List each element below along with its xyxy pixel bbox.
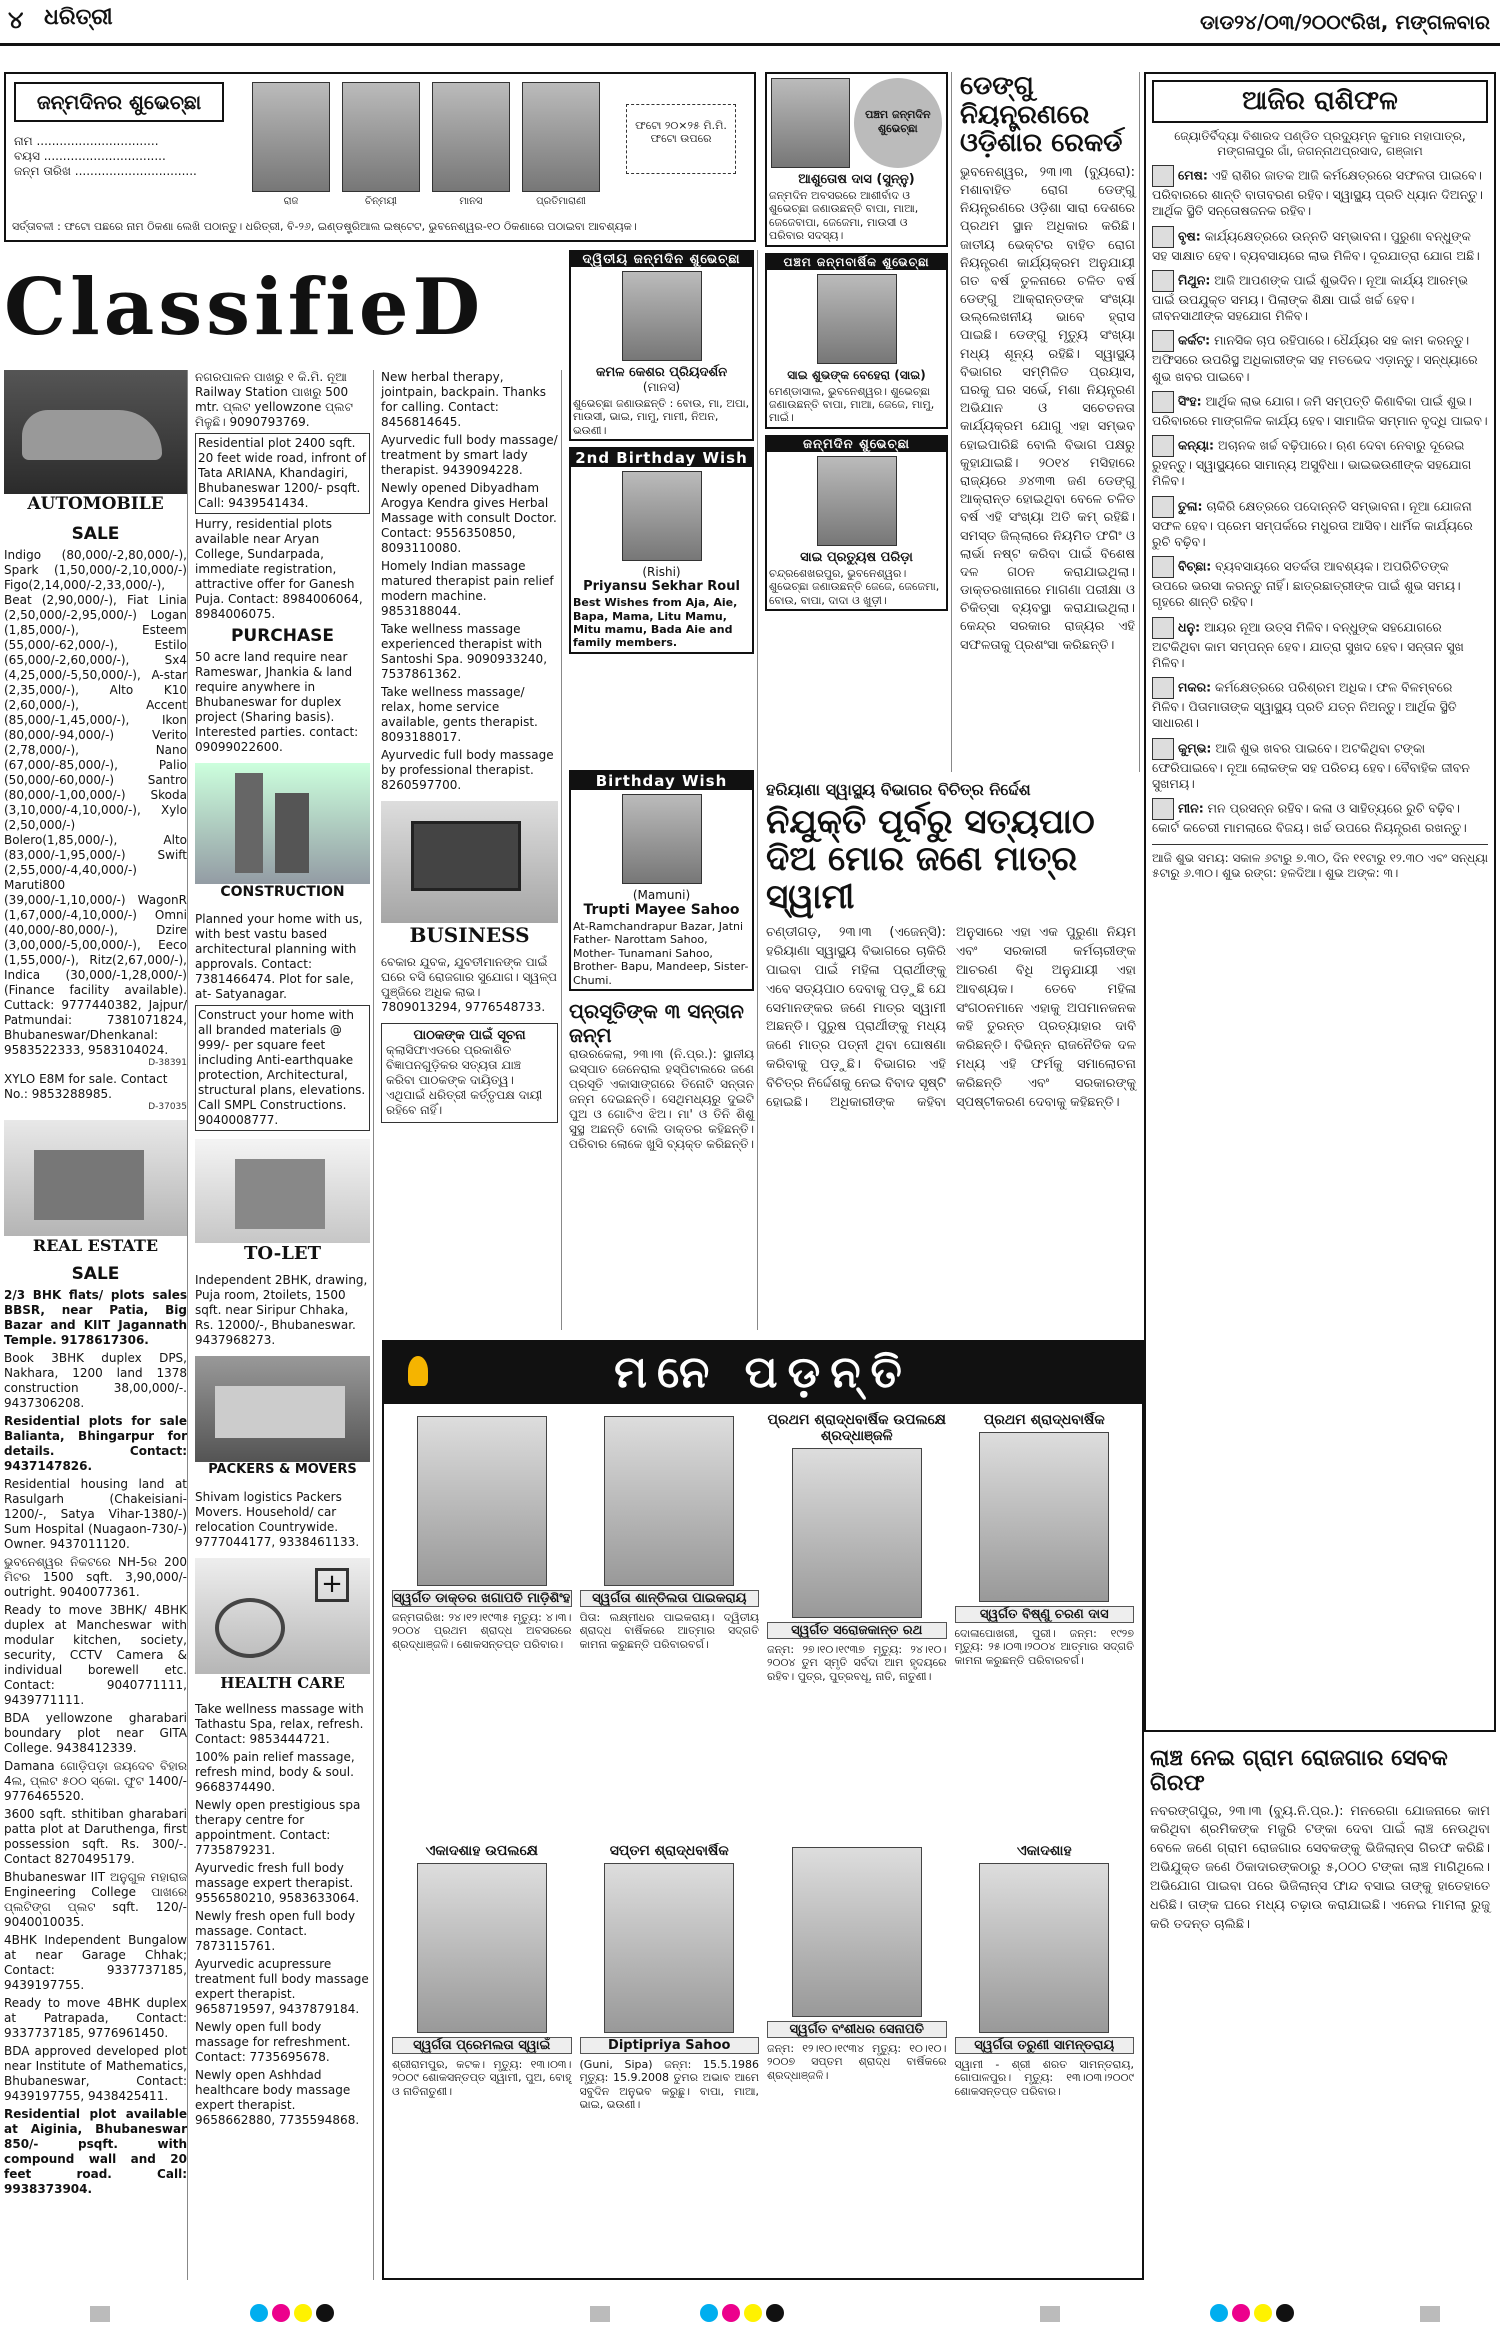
memorial-photo [792, 1847, 922, 2017]
memorial-text: (Guni, Sipa) ଜନ୍ମ: 15.5.1986 ମୃତ୍ୟୁ: 15.9.2008 ତୁମର ଅଭାବ ଆମେ ସବୁଦିନ ଅନୁଭବ କରୁଛୁ। ବାପା, ମାଆ, ଭାଇ, ଭଉଣୀ। [579, 2058, 759, 2112]
birthday-form-note: ସର୍ତ୍ତାବଳୀ : ଫଟୋ ପଛରେ ନାମ ଠିକଣା ଲେଖି ପଠାନ୍ତୁ। ଧରିତ୍ରୀ, ବି-୨୬, ଇଣ୍ଡଷ୍ଟ୍ରିଆଲ ଇଷ୍ଟେଟ, ଭୁବନେଶ୍ୱର-୧୦ ଠିକଣାରେ ପଠାଇବା ଆବଶ୍ୟକ। [12, 220, 637, 233]
balloon-badge: ପଞ୍ଚମ ଜନ୍ମଦିନ ଶୁଭେଚ୍ଛା [854, 78, 942, 168]
dengue-headline: ଡେଙ୍ଗୁ ନିୟନ୍ତ୍ରଣରେ ଓଡ଼ିଶାର ରେକର୍ଡ [960, 71, 1123, 159]
construction-ad: Construct your home with all branded materials @ 999/- per square feet including Anti-earthquake protection, Architectural, structural plans, elevations. Call SMPL Constructions. 9040008777. [195, 1005, 370, 1131]
zodiac-icon [1152, 330, 1174, 352]
rashi-text: ଆୟର ନୂଆ ଉତ୍ସ ମିଳିବ। ବନ୍ଧୁଙ୍କ ସହଯୋଗରେ ଅଟକିଥିବା କାମ ସମ୍ପନ୍ନ ହେବ। ଯାତ୍ରା ସୁଖଦ ହେବ। ସନ୍ତାନ ସୁଖ ମିଳିବ। [1152, 619, 1464, 670]
health-care-label: HEALTH CARE [195, 1674, 370, 1698]
real-estate-image [4, 1120, 187, 1260]
bribe-article [1144, 1740, 1496, 2280]
rashi-text: କାର୍ଯ୍ୟକ୍ଷେତ୍ରରେ ଉନ୍ନତି ସମ୍ଭାବନା। ପୁରୁଣା ବନ୍ଧୁଙ୍କ ସହ ସାକ୍ଷାତ ହେବ। ବ୍ୟବସାୟରେ ଲାଭ ମିଳିବ। ଦୂରଯାତ୍ରା ଯୋଗ ଅଛି। [1152, 228, 1480, 263]
health-ads [195, 1702, 370, 2128]
ad-code: D-37035 [148, 1102, 187, 1112]
rashi-entry [1152, 226, 1488, 264]
zodiac-icon [1152, 165, 1174, 187]
massage-ad: Newly opened Dibyadham Arogya Kendra gives Herbal Massage with consult Doctor. Contact: 9556350850, 8093110080. [381, 481, 557, 555]
registration-marks [1210, 2304, 1294, 2322]
re-ad: Residential plots for sale Balianta, Bhingarpur for details. Contact: 9437147826. [4, 1414, 187, 1473]
business-ad: ବେକାର ଯୁବକ, ଯୁବତୀମାନଙ୍କ ପାଇଁ ଘରେ ବସି ରୋଜଗାର ସୁଯୋଗ। ସ୍ୱଳ୍ପ ପୁଞ୍ଜିରେ ଅଧିକ ଲାଭ। 7809013294, 9776548733. [381, 955, 557, 1014]
yellow-registration-dot [294, 2304, 312, 2322]
automobile-image [4, 370, 187, 520]
automobile-listing: Indigo (80,000/-2,80,000/-), Spark (1,50,000/-2,10,000/-) Figo(2,14,000/-2,33,000/-), Beat (2,90,000/-), Fiat Linia (2,50,000/-2,95,000/-) Logan (1,85,000/-), Esteem (55,000/-62,000/-), Estilo (65,000/-2,60,000/-), Sx4 (4,25,000/-5,50,000/-), A-star (2,35,000/-), Alto K10 (2,60,000/-), Accent (85,000/-1,45,000/-), Ikon (80,000/-94,000/-) Verito (2,78,000/-), Nano (67,000/-85,000/-), Palio (50,000/-60,000/-) Santro (80,000/-1,00,000/-) Skoda (3,10,000/-4,10,000/-), Xylo (2,50,000/-) Bolero(1,85,000/-), Alto (83,000/-1,95,000/-) Swift (2,55,000/-4,40,000/-) Maruti800 (39,000/-1,10,000/-) WagonR (1,67,000/-4,10,000/-) Omni (40,000/-80,000/-), Dzire (3,00,000/-5,00,000/-), Eeco (1,55,000/-), Ritz(2,67,000/-), Indica (30,000/-1,28,000/-) (Finance facility available). Cuttack: 9777440382, Jajpur/ Patmundai: 7381071824, Bhubaneswar/Dhenkanal: 9583522333, 9583104024. [4, 548, 187, 1057]
photo-stamp: ଫଟୋ ୨୦×୨୫ ମି.ମି. ଫଟୋ ଉପରେ [626, 104, 736, 174]
rashi-entry [1152, 677, 1488, 732]
janmadina-wish [765, 435, 948, 611]
rashi-entry [1152, 556, 1488, 611]
memorial-name: ସ୍ୱର୍ଗତ ବିଷ୍ଣୁ ଚରଣ ଦାସ [955, 1606, 1135, 1623]
reader-notice-text: କ୍ଲାସିଫାଏଡରେ ପ୍ରକାଶିତ ବିଜ୍ଞାପନଗୁଡ଼ିକର ସତ୍ୟତା ଯାଞ୍ଚ କରିବା ପାଠକଙ୍କ ଦାୟିତ୍ୱ। ଏଥିପାଇଁ ଧରିତ୍ରୀ କର୍ତ୍ତୃପକ୍ଷ ଦାୟୀ ରହିବେ ନାହିଁ। [386, 1043, 543, 1117]
registration-bar [90, 2306, 110, 2322]
re-ad: Bhubaneswar IIT ଅନୁଗୁଳ ମହାରାଜ Engineering College ପାଖରେ ପ୍ଲଟିଙ୍ଗ ପ୍ଲଟ sqft. 120/- 9040010035. [4, 1870, 187, 1929]
rashi-entry [1152, 330, 1488, 385]
memorial-text: ଶ୍ରୀରାମପୁର, କଟକ। ମୃତ୍ୟୁ: ୧୩।୦୩।୨୦୦୯ ଶୋକସନ୍ତପ୍ତ ସ୍ୱାମୀ, ପୁଅ, ବୋହୂ ଓ ନାତିନାତୁଣୀ। [392, 2058, 572, 2098]
page-number: ୪ [8, 6, 24, 34]
health-ad: Newly fresh open full body massage. Contact. 7873115761. [195, 1909, 356, 1953]
child-name: କମଳ କେଶର ପ୍ରିୟଦର୍ଶନ [595, 365, 728, 380]
black-registration-dot [1276, 2304, 1294, 2322]
registration-bar [590, 2306, 610, 2322]
child-photo [622, 471, 702, 561]
rashi-text: ଚାକିରି କ୍ଷେତ୍ରରେ ପଦୋନ୍ନତି ସମ୍ଭାବନା। ନୂଆ ଯୋଜନା ସଫଳ ହେବ। ପ୍ରେମ ସମ୍ପର୍କରେ ମଧୁରତା ଆସିବ। ଧାର୍ମିକ କାର୍ଯ୍ୟରେ ରୁଚି ବଢ଼ିବ। [1152, 498, 1473, 549]
memorial-photo [604, 1416, 734, 1586]
construction-image [195, 763, 370, 908]
english-birthday-wish [569, 447, 754, 654]
child-nickname: (Mamuni) [632, 888, 691, 902]
wish-text: At-Ramchandrapur Bazar, Jatni Father- Narottam Sahoo, Mother- Tunamani Sahoo, Brother- Bapu, Mandeep, Sister- Chumi. [573, 920, 749, 987]
masthead-logo: ଧରିତ୍ରୀ [44, 4, 113, 30]
rashi-text: ଅଚାନକ ଖର୍ଚ୍ଚ ବଢ଼ିପାରେ। ଋଣ ଦେବା ନେବାରୁ ଦୂରେଇ ରୁହନ୍ତୁ। ସ୍ୱାସ୍ଥ୍ୟରେ ସାମାନ୍ୟ ଅସୁବିଧା। ଭାଇଭଉଣୀଙ୍କ ସହଯୋଗ ମିଳିବ। [1152, 437, 1472, 489]
memorial-section [382, 1340, 1144, 2280]
rashi-text: ବ୍ୟବସାୟରେ ସତର୍କତା ଆବଶ୍ୟକ। ଅପରିଚିତଙ୍କ ଉପରେ ଭରସା କରନ୍ତୁ ନାହିଁ। ଛାତ୍ରଛାତ୍ରୀଙ୍କ ପାଇଁ ଶୁଭ ସମୟ। ଗୃହରେ ଶାନ୍ତି ରହିବ। [1152, 558, 1461, 610]
rashi-entry [1152, 798, 1488, 836]
business-label: BUSINESS [381, 923, 558, 951]
bribe-body: ନବରଙ୍ଗପୁର, ୨୩।୩ (ବ୍ୟୁ.ନି.ପ୍ର.): ମନରେଗା ଯୋଜନାରେ କାମ କରିଥିବା ଶ୍ରମିକଙ୍କ ମଜୁରି ଟଙ୍କା ଦେବା ପାଇଁ ଲାଞ୍ଚ ନେଉଥିବା ବେଳେ ଜଣେ ଗ୍ରାମ ରୋଜଗାର ସେବକଙ୍କୁ ଭିଜିଲାନ୍ସ ଗିରଫ କରିଛି। ଅଭିଯୁକ୍ତ ଜଣେ ଠିକାଦାରଙ୍କଠାରୁ ୫,୦୦୦ ଟଙ୍କା ଲାଞ୍ଚ ମାଗିଥିଲେ। ଅଭିଯୋଗ ପାଇବା ପରେ ଭିଜିଲାନ୍ସ ଫାନ୍ଦ ବସାଇ ତାଙ୍କୁ ହାତେହାତେ ଧରିଛି। ତାଙ୍କ ଘରେ ମଧ୍ୟ ଚଢ଼ାଉ କରାଯାଇଛି। ଏନେଇ ମାମଲା ରୁଜୁ କରି ତଦନ୍ତ ଚାଲିଛି। [1150, 1803, 1490, 1932]
triplets-headline: ପ୍ରସୂତିଙ୍କ ୩ ସନ୍ତାନ ଜନ୍ମ [569, 999, 744, 1048]
rashi-name: ମକର: [1178, 679, 1212, 695]
re-ad: Ready to move 4BHK duplex at Patrapada, Contact: 9337737185, 9776961450. [4, 1996, 187, 2040]
rashi-text: ଆଜି ଆପଣଙ୍କ ପାଇଁ ଶୁଭଦିନ। ନୂଆ କାର୍ଯ୍ୟ ଆରମ୍ଭ ପାଇଁ ଉପଯୁକ୍ତ ସମୟ। ପିଲାଙ୍କ ଶିକ୍ଷା ପାଇଁ ଖର୍ଚ୍ଚ ହେବ। ଜୀବନସାଥୀଙ୍କ ସହଯୋଗ ମିଳିବ। [1152, 272, 1468, 323]
haryana-kicker: ହରିୟାଣା ସ୍ୱାସ୍ଥ୍ୟ ବିଭାଗର ବିଚିତ୍ର ନିର୍ଦ୍ଦେଶ [766, 780, 1031, 799]
wishes-column-b [762, 72, 952, 772]
zodiac-icon [1152, 391, 1174, 413]
memorial-heading: ଏକାଦଶାହ [1016, 1843, 1072, 1859]
massage-ad: Take wellness massage experienced therapist with Santoshi Spa. 9090933240, 7537861362. [381, 622, 548, 681]
rashi-text: ଆର୍ଥିକ ଲାଭ ଯୋଗ। ଜମି ସମ୍ପତ୍ତି କିଣାବିକା ପାଇଁ ଶୁଭ। ପରିବାରରେ ମାଙ୍ଗଳିକ କାର୍ଯ୍ୟ ହେବ। ସାମାଜିକ ସମ୍ମାନ ବୃଦ୍ଧି ପାଇବ। [1152, 393, 1488, 428]
rashi-name: ମେଷ: [1178, 167, 1208, 183]
magenta-registration-dot [722, 2304, 740, 2322]
medical-cross-icon: + [315, 1568, 349, 1602]
rashi-text: ଏହି ରାଶିର ଜାତକ ଆଜି କର୍ମକ୍ଷେତ୍ରରେ ସଫଳତା ପାଇବେ। ପରିବାରରେ ଶାନ୍ତି ବାତାବରଣ ରହିବ। ସ୍ୱାସ୍ଥ୍ୟ ପ୍ରତି ଧ୍ୟାନ ଦିଅନ୍ତୁ। ଆର୍ଥିକ ସ୍ଥିତି ସନ୍ତୋଷଜନକ ରହିବ। [1152, 167, 1483, 219]
lamp-icon [408, 1356, 428, 1386]
re-ad: 2/3 BHK flats/ plots sales BBSR, near Patia, Big Bazar and KIIT Jagannath Temple. 9178617306. [4, 1288, 187, 1347]
wish-title: 2nd Birthday Wish [571, 449, 752, 467]
packers-ad: Shivam logistics Packers Movers. Household/ car relocation Countrywide. 9777044177, 9338461133. [195, 1490, 360, 1549]
photo-caption-2: ଚିନ୍ମୟୀ [365, 196, 397, 207]
registration-bar [1040, 2306, 1060, 2322]
memorial-grid [384, 1404, 1142, 2274]
re-ad: 4BHK Independent Bungalow at near Garage Chhak; Contact: 9337737185, 9439197755. [4, 1933, 187, 1992]
memorial-name: ସ୍ୱର୍ଗତା ତରୁଣୀ ସାମନ୍ତରାୟ [955, 2037, 1135, 2054]
form-label-name: ନାମ ................................ [14, 134, 159, 148]
memorial-name: ସ୍ୱର୍ଗତା ଶାନ୍ତିଲତା ପାଇକରାୟ [580, 1590, 760, 1607]
child-photo [817, 456, 897, 546]
print-footer [0, 2296, 1500, 2334]
reader-notice-title: ପାଠକଙ୍କ ପାଇଁ ସୂଚନା [413, 1028, 526, 1043]
memorial-card [580, 1412, 760, 1835]
rashiphala-box [1144, 72, 1496, 1732]
automobile-label: AUTOMOBILE [4, 494, 187, 520]
haryana-body: ଚଣ୍ଡୀଗଡ଼, ୨୩।୩ (ଏଜେନ୍ସି): ହରିୟାଣା ସ୍ୱାସ୍ଥ୍ୟ ବିଭାଗରେ ଚାକିରି ପାଇବା ପାଇଁ ମହିଳା ପ୍ରାର୍ଥୀଙ୍କୁ ଏବେ ସତ୍ୟପାଠ ଦେବାକୁ ପଡ଼ୁଛି ଯେ ସେମାନଙ୍କର ଜଣେ ମାତ୍ର ସ୍ୱାମୀ ଅଛନ୍ତି। ପୁରୁଷ ପ୍ରାର୍ଥୀଙ୍କୁ ମଧ୍ୟ ଜଣେ ମାତ୍ର ପତ୍ନୀ ଥିବା ଘୋଷଣା କରିବାକୁ ପଡ଼ୁଛି। ବିଭାଗର ଏହି ବିଚିତ୍ର ନିର୍ଦ୍ଦେଶକୁ ନେଇ ବିବାଦ ସୃଷ୍ଟି ହୋଇଛି। ଅଧିକାରୀଙ୍କ କହିବା ଅନୁସାରେ ଏହା ଏକ ପୁରୁଣା ନିୟମ ଏବଂ ସରକାରୀ କର୍ମଚାରୀଙ୍କ ଆଚରଣ ବିଧି ଅନୁଯାୟୀ ଏହା ଆବଶ୍ୟକ। ତେବେ ମହିଳା ସଂଗଠନମାନେ ଏହାକୁ ଅପମାନଜନକ କହି ତୁରନ୍ତ ପ୍ରତ୍ୟାହାର ଦାବି କରିଛନ୍ତି। ବିଭିନ୍ନ ରାଜନୈତିକ ଦଳ ମଧ୍ୟ ଏହି ଫର୍ମକୁ ସମାଲୋଚନା କରିଛନ୍ତି ଏବଂ ସରକାରଙ୍କୁ ସ୍ପଷ୍ଟୀକରଣ ଦେବାକୁ କହିଛନ୍ତି। [766, 925, 1136, 1110]
child-photo [771, 78, 850, 168]
second-birthday-wish [569, 250, 754, 441]
child-name: Trupti Mayee Sahoo [583, 902, 740, 918]
rashi-entry [1152, 496, 1488, 551]
classified-column-1 [4, 370, 188, 2280]
plot-ad: Hurry, residential plots available near Aryan College, Sundarpada, immediate registration, attractive offer for Ganesh Puja. Contact: 8984006064, 8984006075. [195, 517, 363, 621]
real-estate-listing [4, 1288, 187, 2197]
birthday-form-fields [14, 134, 244, 179]
memorial-photo [979, 1863, 1109, 2033]
rashi-name: ମୀନ: [1178, 800, 1204, 816]
photo-caption-4: ପ୍ରତିମାରାଣୀ [536, 196, 586, 207]
rashi-name: ମିଥୁନ: [1178, 272, 1211, 288]
zodiac-icon [1152, 435, 1174, 457]
house-icon [235, 1159, 325, 1229]
wish-title: ଜନ୍ମଦିନ ଶୁଭେଚ୍ଛା [767, 437, 946, 452]
memorial-text: ଜନ୍ମ: ୨୭।୧୦।୧୯୩୭ ମୃତ୍ୟୁ: ୨୪।୧୦।୨୦୦୪ ତୁମ ସ୍ମୃତି ସର୍ବଦା ଆମ ହୃଦୟରେ ରହିବ। ପୁତ୍ର, ପୁତ୍ରବଧୂ, ନାତି, ନାତୁଣୀ। [767, 1643, 947, 1683]
zodiac-icon [1152, 270, 1174, 292]
black-registration-dot [766, 2304, 784, 2322]
rashi-entry [1152, 435, 1488, 490]
memorial-text: ସ୍ୱାମୀ - ଶ୍ରୀ ଶରତ ସାମନ୍ତରାୟ, ଗୋପାଳପୁର। ମୃତ୍ୟୁ: ୧୩।୦୩।୨୦୦୯ ଶୋକସନ୍ତପ୍ତ ପରିବାର। [954, 2058, 1134, 2098]
memorial-card [767, 1412, 947, 1835]
health-ad: Ayurvedic fresh full body massage expert therapist. 9556580210, 9583633064. [195, 1861, 360, 1905]
re-ad: BDA yellowzone gharabari boundary plot near GITA College. 9438412339. [4, 1711, 187, 1755]
rashi-text: କର୍ମକ୍ଷେତ୍ରରେ ପରିଶ୍ରମ ଅଧିକ। ଫଳ ବିଳମ୍ବରେ ମିଳିବ। ପିତାମାତାଙ୍କ ସ୍ୱାସ୍ଥ୍ୟ ପ୍ରତି ଯତ୍ନ ନିଅନ୍ତୁ। ଆର୍ଥିକ ସ୍ଥିତି ସାଧାରଣ। [1152, 679, 1457, 731]
memorial-photo [417, 1416, 547, 1586]
memorial-photo [417, 1863, 547, 2033]
black-registration-dot [316, 2304, 334, 2322]
massage-ads [381, 370, 558, 793]
xylo-ad: XYLO E8M for sale. Contact No.: 9853288985. [4, 1072, 168, 1101]
dengue-article [956, 72, 1140, 772]
baby-photo-1 [252, 82, 330, 192]
memorial-name: ସ୍ୱର୍ଗତ ସରୋଜକାନ୍ତ ରଥ [767, 1622, 947, 1639]
zodiac-icon [1152, 556, 1174, 578]
rashi-name: କନ୍ୟା: [1178, 437, 1215, 453]
yellow-registration-dot [744, 2304, 762, 2322]
child-name: ଆଶୁତୋଷ ଦାସ (ସୁନ୍ନୁ) [798, 172, 915, 187]
triplets-news [569, 999, 754, 1152]
massage-ad: Ayurvedic full body massage/ treatment by smart lady therapist. 9439094228. [381, 433, 558, 477]
health-ad: Newly open prestigious spa therapy centre for appointment. Contact: 7735879231. [195, 1798, 361, 1857]
zodiac-icon [1152, 798, 1174, 820]
child-name: ସାଇ ଶୁଭଙ୍କ ବେହେରା (ସାଇ) [787, 367, 926, 382]
memorial-heading: ପ୍ରଥମ ଶ୍ରାଦ୍ଧବାର୍ଷିକ ଉପଲକ୍ଷେ ଶ୍ରଦ୍ଧାଞ୍ଜଳି [767, 1412, 946, 1444]
baby-photo-2 [342, 82, 420, 192]
rashi-text: ଆଜି ଶୁଭ ଖବର ପାଇବେ। ଅଟକିଥିବା ଟଙ୍କା ଫେରିପାଇବେ। ନୂଆ ଲୋକଙ୍କ ସହ ପରିଚୟ ହେବ। ବୈବାହିକ ଜୀବନ ସୁଖମୟ। [1152, 740, 1470, 791]
zodiac-icon [1152, 738, 1174, 760]
magenta-registration-dot [1232, 2304, 1250, 2322]
memorial-card [767, 1843, 947, 2266]
to-let-ad: Independent 2BHK, drawing, Puja room, 2toilets, 1500 sqft. near Siripur Chhaka, Rs. 12000/-, Bhubaneswar. 9437968273. [195, 1273, 368, 1347]
packers-image [195, 1356, 370, 1486]
memorial-name: ସ୍ୱର୍ଗତ ଡାକ୍ତର ଖଗାପତି ମାଡ଼ିଶିଂହ [393, 1591, 571, 1606]
memorial-card [392, 1843, 572, 2266]
massage-ad: Homely Indian massage matured therapist pain relief modern machine. 9853188044. [381, 559, 554, 618]
wish-title: ଦ୍ୱିତୀୟ ଜନ୍ମଦିନ ଶୁଭେଚ୍ଛା [571, 252, 752, 267]
child-name: Priyansu Sekhar Roul [583, 579, 740, 595]
rashi-entry [1152, 165, 1488, 220]
classified-column-3 [378, 370, 562, 1330]
zodiac-icon [1152, 677, 1174, 699]
re-ad: Ready to move 3BHK/ 4BHK duplex at Mancheswar with modular kitchen, society, security, CCTV Camera & individual borewell etc. Contact: 9040771111, 9439771111. [4, 1603, 187, 1707]
zodiac-icon [1152, 617, 1174, 639]
child-photo [622, 794, 702, 884]
rashiphala-title: ଆଜିର ରାଶିଫଳ [1152, 80, 1488, 123]
health-ad: 100% pain relief massage, refresh mind, body & soul. 9668374490. [195, 1750, 355, 1794]
rashi-text: ମାନସିକ ଚାପ ରହିପାରେ। ଧୈର୍ଯ୍ୟର ସହ କାମ କରନ୍ତୁ। ଅଫିସରେ ଉପରିସ୍ଥ ଅଧିକାରୀଙ୍କ ସହ ମତଭେଦ ଏଡ଼ାନ୍ତୁ। ସନ୍ଧ୍ୟାରେ ଶୁଭ ଖବର ପାଇବେ। [1152, 332, 1478, 384]
haryana-headline: ନିଯୁକ୍ତି ପୂର୍ବରୁ ସତ୍ୟପାଠ ଦିଅ ମୋର ଜଣେ ମାତ୍ର ସ୍ୱାମୀ [766, 802, 1095, 917]
rashi-entry [1152, 738, 1488, 793]
rashi-entry [1152, 617, 1488, 672]
memorial-text: ଜନ୍ମତାରିଖ: ୨୪।୧୨।୧୯୩୫ ମୃତ୍ୟୁ: ୪।୩।୨୦୦୪ ପ୍ରଥମ ଶ୍ରାଦ୍ଧ ଅବସରରେ ଶ୍ରଦ୍ଧାଞ୍ଜଳି। ଶୋକସନ୍ତପ୍ତ ପରିବାର। [392, 1611, 572, 1651]
memorial-heading: ଏକାଦଶାହ ଉପଲକ୍ଷେ [425, 1843, 538, 1859]
birthday-form-title: ଜନ୍ମଦିନର ଶୁଭେଚ୍ଛା [14, 82, 224, 122]
re-sale-heading: SALE [71, 1264, 120, 1284]
wishes-column-a-bottom [566, 770, 758, 1330]
form-label-dob: ଜନ୍ମ ତାରିଖ ................................ [14, 164, 197, 178]
photo-caption-3: ମାନସ [459, 196, 483, 207]
memorial-card [392, 1412, 572, 1835]
rashi-entry [1152, 270, 1488, 325]
sale-heading: SALE [71, 524, 120, 544]
registration-marks [250, 2304, 334, 2322]
memorial-text: ପିତା: ଲକ୍ଷ୍ମୀଧର ପାଇକରାୟ। ଦ୍ୱିତୀୟ ଶ୍ରାଦ୍ଧ ବାର୍ଷିକରେ ଆତ୍ମାର ସଦ୍ଗତି କାମନା କରୁଛନ୍ତି ପରିବାରବର୍ଗ। [579, 1611, 759, 1651]
rashi-list [1152, 165, 1488, 836]
construction-ads [195, 912, 370, 1131]
zodiac-icon [1152, 496, 1174, 518]
memorial-photo [979, 1432, 1109, 1602]
memorial-heading: ପ୍ରଥମ ଶ୍ରାଦ୍ଧବାର୍ଷିକ [983, 1412, 1105, 1428]
construction-label: CONSTRUCTION [195, 884, 370, 908]
house-icon [34, 1150, 144, 1220]
birthday-wish-mamuni [569, 770, 754, 991]
magenta-registration-dot [272, 2304, 290, 2322]
wish-text: ମେଣ୍ଡାସାଲ, ଭୁବନେଶ୍ୱର। ଶୁଭେଚ୍ଛା ଜଣାଉଛନ୍ତି ବାପା, ମାଆ, ଜେଜେ, ମାମୁ, ମାଇଁ। [769, 384, 935, 425]
laptop-icon [411, 821, 521, 891]
re-ad: ଭୁବନେଶ୍ୱର ନିକଟରେ NH-5ର 200 ମିଟର 1500 sqft. 3,90,000/- outright. 9040077361. [4, 1555, 187, 1599]
baby-photo-3 [432, 82, 510, 192]
haryana-article [762, 780, 1140, 1320]
truck-icon [215, 1386, 345, 1438]
photo-caption-1: ରାଜ [283, 196, 299, 207]
zodiac-icon [1152, 226, 1174, 248]
wish-text: ଶୁଭେଚ୍ଛା ଜଣାଉଛନ୍ତି : ବୋଉ, ମା, ଅପା, ମାଉସୀ, ଭାଇ, ମାମୁ, ମାମୀ, ନିଅନ, ଭଉଣୀ। [573, 397, 750, 437]
wish-text: Best Wishes from Aja, Aie, Bapa, Mama, Litu Mamu, Mitu mamu, Bada Aie and family members. [573, 596, 738, 650]
purchase-heading: PURCHASE [230, 626, 335, 646]
page-header [0, 0, 1500, 46]
rashi-name: ବିଚ୍ଛା: [1178, 558, 1212, 574]
rashiphala-intro: ଜ୍ୟୋତିର୍ବିଦ୍ୟା ବିଶାରଦ ପଣ୍ଡିତ ପ୍ରଦ୍ୟୁମ୍ନ କୁମାର ମହାପାତ୍ର, ମଙ୍ଗଳାପୁର ଗାଁ, ଜଗନ୍ନାଥପ୍ରସାଦ, ଗଞ୍ଜାମ [1174, 129, 1466, 158]
massage-ad: New herbal therapy, jointpain, backpain. Thanks for calling. Contact: 8456814645. [381, 370, 547, 429]
memorial-text: ଦୋଳାପୋଖରୀ, ପୁରୀ। ଜନ୍ମ: ୧୯୨୭ ମୃତ୍ୟୁ: ୨୫।୦୩।୨୦୦୪ ଆତ୍ମାର ସଦ୍ଗତି କାମନା କରୁଛନ୍ତି ପରିବାରବର୍ଗ। [954, 1627, 1134, 1667]
dengue-body: ଭୁବନେଶ୍ୱର, ୨୩।୩ (ବ୍ୟୁରୋ): ମଶାବାହିତ ରୋଗ ଡେଙ୍ଗୁ ନିୟନ୍ତ୍ରଣରେ ଓଡ଼ିଶା ସାରା ଦେଶରେ ପ୍ରଥମ ସ୍ଥାନ ଅଧିକାର କରିଛି। ଜାତୀୟ ଭେକ୍ଟର ବାହିତ ରୋଗ ନିୟନ୍ତ୍ରଣ କାର୍ଯ୍ୟକ୍ରମ ଅନୁଯାୟୀ ଗତ ବର୍ଷ ତୁଳନାରେ ଚଳିତ ବର୍ଷ ଡେଙ୍ଗୁ ଆକ୍ରାନ୍ତଙ୍କ ସଂଖ୍ୟା ଉଲ୍ଲେଖନୀୟ ଭାବେ ହ୍ରାସ ପାଇଛି। ଡେଙ୍ଗୁ ମୃତ୍ୟୁ ସଂଖ୍ୟା ମଧ୍ୟ ଶୂନ୍ୟ ରହିଛି। ସ୍ୱାସ୍ଥ୍ୟ ବିଭାଗର ସମ୍ମିଳିତ ପ୍ରୟାସ, ଘରକୁ ଘର ସର୍ଭେ, ମଶା ନିୟନ୍ତ୍ରଣ ଅଭିଯାନ ଓ ସଚେତନତା କାର୍ଯ୍ୟକ୍ରମ ଯୋଗୁ ଏହା ସମ୍ଭବ ହୋଇପାରିଛି ବୋଲି ବିଭାଗ ପକ୍ଷରୁ କୁହାଯାଇଛି। ୨୦୧୪ ମସିହାରେ ରାଜ୍ୟରେ ୬୪୩୩ ଜଣ ଡେଙ୍ଗୁ ଆକ୍ରାନ୍ତ ହୋଇଥିବା ବେଳେ ଚଳିତ ବର୍ଷ ଏହି ସଂଖ୍ୟା ଅତି କମ୍ ରହିଛି। ସମସ୍ତ ଜିଲ୍ଲାରେ ନିୟମିତ ଫଗିଂ ଓ ଲାର୍ଭା ନଷ୍ଟ କରିବା ପାଇଁ ବିଶେଷ ଦଳ ଗଠନ କରାଯାଇଥିଲା। ଡାକ୍ତରଖାନାରେ ମାଗଣା ପରୀକ୍ଷା ଓ ଚିକିତ୍ସା ବ୍ୟବସ୍ଥା କରାଯାଇଥିଲା। କେନ୍ଦ୍ର ସରକାର ରାଜ୍ୟର ଏହି ସଫଳତାକୁ ପ୍ରଶଂସା କରିଛନ୍ତି। [960, 164, 1135, 653]
child-nickname: (Rishi) [642, 565, 681, 580]
re-ad: Book 3BHK duplex DPS, Nakhara, 1200 land 1378 construction 38,00,000/-. 9437306208. [4, 1351, 187, 1410]
health-ad: Newly open full body massage for refreshment. Contact: 7735695678. [195, 2020, 351, 2064]
memorial-name: Diptipriya Sahoo [580, 2037, 760, 2054]
memorial-card [580, 1843, 760, 2266]
re-ad: Residential plot available at Aiginia, Bhubaneswar 850/- psqft. with compound wall and 20 feet road. Call: 9938373904. [4, 2107, 187, 2196]
rashi-name: କୁମ୍ଭ: [1178, 740, 1212, 755]
registration-marks [700, 2304, 784, 2322]
baby-photo-4 [522, 82, 600, 192]
wish-text: ଚନ୍ଦ୍ରଶେଖରପୁର, ଭୁବନେଶ୍ୱର। ଶୁଭେଚ୍ଛା ଜଣାଉଛନ୍ତି ଜେଜେ, ଜେଜେମା, ବୋଉ, ବାପା, ଦାଦା ଓ ଖୁଡ଼ୀ। [769, 566, 940, 607]
plot-ad: Residential plot 2400 sqft. 20 feet wide road, infront of Tata ARIANA, Khandagiri, Bhubaneswar 1200/- psqft. Call: 9439541434. [195, 433, 370, 514]
wish-text: ଜନ୍ମଦିନ ଅବସରରେ ଆଶୀର୍ବାଦ ଓ ଶୁଭେଚ୍ଛା ଜଣାଉଛନ୍ତି ବାପା, ମାଆ, ଜେଜେବାପା, ଜେଜେମା, ମାଉସୀ ଓ ପରିବାର ସଦସ୍ୟ। [769, 189, 919, 243]
yellow-registration-dot [1254, 2304, 1272, 2322]
child-photo [817, 274, 897, 364]
business-image [381, 801, 558, 951]
triplets-body: ରାଉରକେଲା, ୨୩।୩ (ନି.ପ୍ର.): ସ୍ଥାନୀୟ ଇସ୍ପାତ ଜେନେରାଲ ହସ୍ପିଟାଲରେ ଜଣେ ପ୍ରସୂତି ଏକାସାଙ୍ଗରେ ତିନୋଟି ସନ୍ତାନ ଜନ୍ମ ଦେଇଛନ୍ତି। ସେଥିମଧ୍ୟରୁ ଦୁଇଟି ପୁଅ ଓ ଗୋଟିଏ ଝିଅ। ମା' ଓ ତିନି ଶିଶୁ ସୁସ୍ଥ ଅଛନ୍ତି ବୋଲି ଡାକ୍ତର କହିଛନ୍ତି। ପରିବାର ଲୋକେ ଖୁସି ବ୍ୟକ୍ତ କରିଛନ୍ତି। [569, 1047, 754, 1152]
bribe-headline: ଲାଞ୍ଚ ନେଇ ଗ୍ରାମ ରୋଜଗାର ସେବକ ଗିରଫ [1150, 1746, 1448, 1797]
child-name: ସାଇ ପ୍ରତ୍ୟୁଷ ପରିଡ଼ା [800, 549, 913, 565]
rashi-name: ସିଂହ: [1178, 393, 1202, 409]
rashi-name: ଧନୁ: [1178, 619, 1201, 634]
wish-title: ପଞ୍ଚମ ଜନ୍ମବାର୍ଷିକ ଶୁଭେଚ୍ଛା [767, 255, 946, 270]
memorial-photo [792, 1448, 922, 1618]
purchase-ad: 50 acre land require near Rameswar, Jhankia & land require anywhere in Bhubaneswar for duplex project (Sharing basis). Interested parties. contact: 09099022600. [195, 650, 359, 754]
child-nickname: (ମାନସ) [642, 380, 681, 394]
to-let-image [195, 1139, 370, 1269]
ad-code: D-38391 [148, 1058, 187, 1068]
car-icon [22, 410, 162, 460]
health-ad: Newly open Ashhdad healthcare body massage expert therapist. 9658662880, 7735594868. [195, 2068, 360, 2127]
packers-label: PACKERS & MOVERS [195, 1462, 370, 1486]
memorial-card [955, 1843, 1135, 2266]
re-ad: 3600 sqft. sthitiban gharabari patta plot at Daruthenga, first possession sqft. Rs. 300/-. Contact 8270495179. [4, 1807, 187, 1866]
classified-title: ClassifieD [4, 262, 485, 353]
balloon-wish [765, 72, 948, 247]
massage-ad: Take wellness massage/ relax, home service available, gents therapist. 8093188017. [381, 685, 538, 744]
memorial-title: ମନେ ପଡ଼ନ୍ତି [384, 1342, 1142, 1404]
child-photo [622, 271, 702, 361]
memorial-name: ସ୍ୱର୍ଗତା ପ୍ରେମଲତା ସ୍ୱାଇଁ [392, 2037, 572, 2054]
classified-column-2 [192, 370, 374, 2280]
rashi-name: ବୃଷ: [1178, 228, 1201, 243]
building-icon [235, 773, 263, 873]
construction-ad: Planned your home with us, with best vastu based architectural planning with approvals. Contact: 7381466474. Plot for sale, at- Satyanagar. [195, 912, 363, 1001]
page-date: ଡାଡ୨୪/୦୩/୨୦୦୯ରିଖ, ମଙ୍ଗଳବାର [1199, 10, 1490, 34]
memorial-name: ସ୍ୱର୍ଗତ ବଂଶୀଧର ସେନାପତି [767, 2021, 947, 2038]
cyan-registration-dot [700, 2304, 718, 2322]
plot-ads [195, 370, 370, 622]
reader-notice [381, 1023, 558, 1123]
fifth-birthday-wish [765, 253, 948, 429]
health-ad: Take wellness massage with Tathastu Spa, relax, refresh. Contact: 9853444721. [195, 1702, 364, 1746]
real-estate-label: REAL ESTATE [4, 1236, 187, 1260]
cyan-registration-dot [250, 2304, 268, 2322]
rashi-text: ମନ ପ୍ରସନ୍ନ ରହିବ। କଳା ଓ ସାହିତ୍ୟରେ ରୁଚି ବଢ଼ିବ। କୋର୍ଟ କଚେରୀ ମାମଲାରେ ବିଜୟ। ଖର୍ଚ୍ଚ ଉପରେ ନିୟନ୍ତ୍ରଣ ରଖନ୍ତୁ। [1152, 800, 1467, 835]
re-ad: Residential housing land at Rasulgarh (Chakeisiani-1200/-, Satya Vihar-1380/-) Sum Hospital (Nuagaon-730/-) Owner. 9437011120. [4, 1477, 187, 1551]
plot-ad: ନଗରପାଳନ ପାଖରୁ ୧ କି.ମି. ନୂଆ Railway Station ପାଖରୁ 500 mtr. ପ୍ଲଟ yellowzone ପ୍ଲଟ ମିଳୁଛି। 9090793769. [195, 370, 353, 429]
cyan-registration-dot [1210, 2304, 1228, 2322]
building-icon [275, 793, 309, 873]
health-ad: Ayurvedic acupressure treatment full body massage expert therapist. 9658719597, 9437879184. [195, 1957, 369, 2016]
registration-bar [1420, 2306, 1440, 2322]
memorial-card [955, 1412, 1135, 1835]
rashi-entry [1152, 391, 1488, 429]
rashi-name: ତୁଳା: [1178, 498, 1203, 513]
birthday-form-box [4, 72, 756, 242]
massage-ad: Ayurvedic full body massage by professional therapist. 8260597700. [381, 748, 554, 792]
rashi-name: କର୍କଟ: [1178, 332, 1211, 348]
health-care-image [195, 1558, 370, 1698]
wishes-column-a [566, 250, 758, 770]
memorial-photo [604, 1863, 734, 2033]
memorial-text: ଜନ୍ମ: ୧୨।୧୦।୧୯୩୪ ମୃତ୍ୟୁ: ୧୦।୧୦।୨୦୦୭ ସପ୍ତମ ଶ୍ରାଦ୍ଧ ବାର୍ଷିକରେ ଶ୍ରଦ୍ଧାଞ୍ଜଳି। [767, 2042, 947, 2082]
to-let-label: TO-LET [195, 1243, 370, 1269]
rashiphala-footer: ଆଜି ଶୁଭ ସମୟ: ସକାଳ ୬ଟାରୁ ୭.୩୦, ଦିନ ୧୧ଟାରୁ ୧୨.୩୦ ଏବଂ ସନ୍ଧ୍ୟା ୫ଟାରୁ ୬.୩୦। ଶୁଭ ରଙ୍ଗ: ହଳଦିଆ। ଶୁଭ ଅଙ୍କ: ୩। [1152, 844, 1488, 881]
re-ad: Damana ଗୋଡ଼ିପଡ଼ା ଜୟଦେବ ବିହାର 4ଲ, ପ୍ଲଟ ୫୦୦ ସ୍କୋ. ଫୁଟ 1400/- 9776465520. [4, 1759, 187, 1803]
memorial-heading: ସପ୍ତମ ଶ୍ରାଦ୍ଧବାର୍ଷିକ [609, 1843, 729, 1859]
re-ad: BDA approved developed plot near Institute of Mathematics, Bhubaneswar, Contact: 9439197755, 9438425411. [4, 2044, 187, 2103]
wish-title: Birthday Wish [571, 772, 752, 790]
form-label-age: ବୟସ ................................ [14, 149, 166, 163]
stethoscope-icon [215, 1598, 285, 1658]
